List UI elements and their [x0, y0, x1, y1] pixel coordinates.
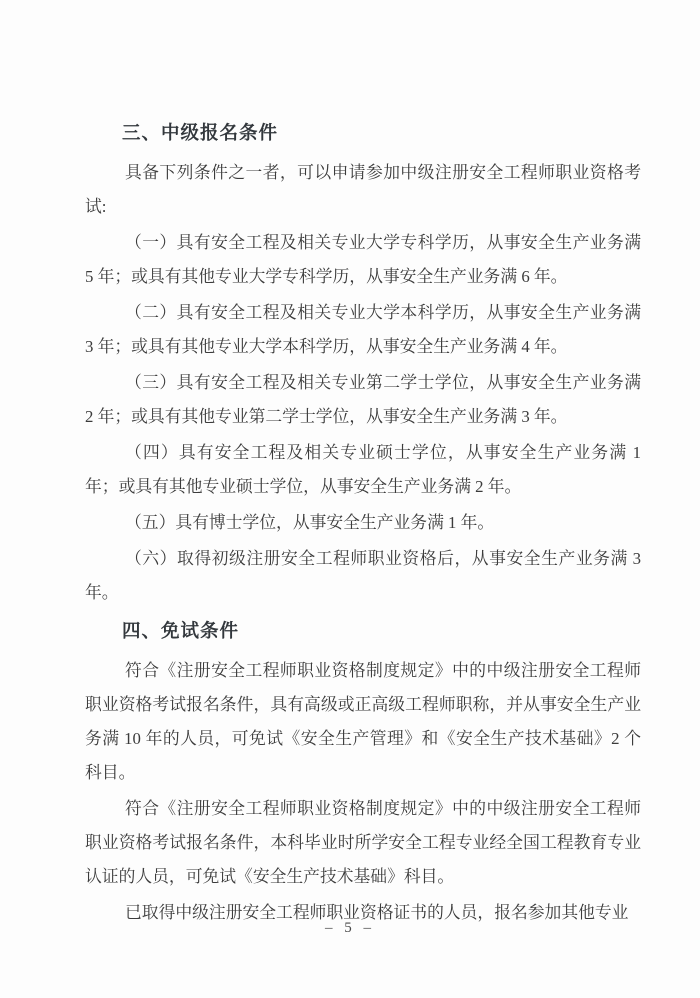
paragraph-exemption-3-continued: 已取得中级注册安全工程师职业资格证书的人员，报名参加其他专业 — [125, 903, 629, 922]
page-number: – 5 – — [325, 920, 375, 936]
paragraph-intro: 具备下列条件之一者，可以申请参加中级注册安全工程师职业资格考试: — [85, 163, 641, 216]
paragraph-condition-6: （六）取得初级注册安全工程师职业资格后，从事安全生产业务满 3 年。 — [85, 549, 641, 602]
paragraph-condition-1: （一）具有安全工程及相关专业大学专科学历，从事安全生产业务满 5 年；或具有其他专业大学专科学历，从事安全生产业务满 6 年。 — [85, 233, 641, 286]
heading-intermediate-registration-conditions: 三、中级报名条件 — [122, 122, 279, 143]
document-content — [85, 112, 641, 932]
paragraph-condition-5: （五）具有博士学位，从事安全生产业务满 1 年。 — [125, 513, 495, 532]
heading-exemption-conditions: 四、免试条件 — [122, 620, 240, 641]
paragraph-exemption-1: 符合《注册安全工程师职业资格制度规定》中的中级注册安全工程师职业资格考试报名条件，具有高级或正高级工程师职称，并从事安全生产业务满 10 年的人员，可免试《安全生产管理》和《安全生产技术基础》2 个科目。 — [85, 661, 641, 782]
paragraph-condition-4: （四）具有安全工程及相关专业硕士学位，从事安全生产业务满 1 年；或具有其他专业硕士学位，从事安全生产业务满 2 年。 — [85, 443, 641, 496]
paragraph-exemption-2: 符合《注册安全工程师职业资格制度规定》中的中级注册安全工程师职业资格考试报名条件，本科毕业时所学安全工程专业经全国工程教育专业认证的人员，可免试《安全生产技术基础》科目。 — [85, 799, 641, 886]
paragraph-condition-2: （二）具有安全工程及相关专业大学本科学历，从事安全生产业务满 3 年；或具有其他专业大学本科学历，从事安全生产业务满 4 年。 — [85, 303, 641, 356]
paragraph-condition-3: （三）具有安全工程及相关专业第二学士学位，从事安全生产业务满 2 年；或具有其他专业第二学士学位，从事安全生产业务满 3 年。 — [85, 373, 641, 426]
